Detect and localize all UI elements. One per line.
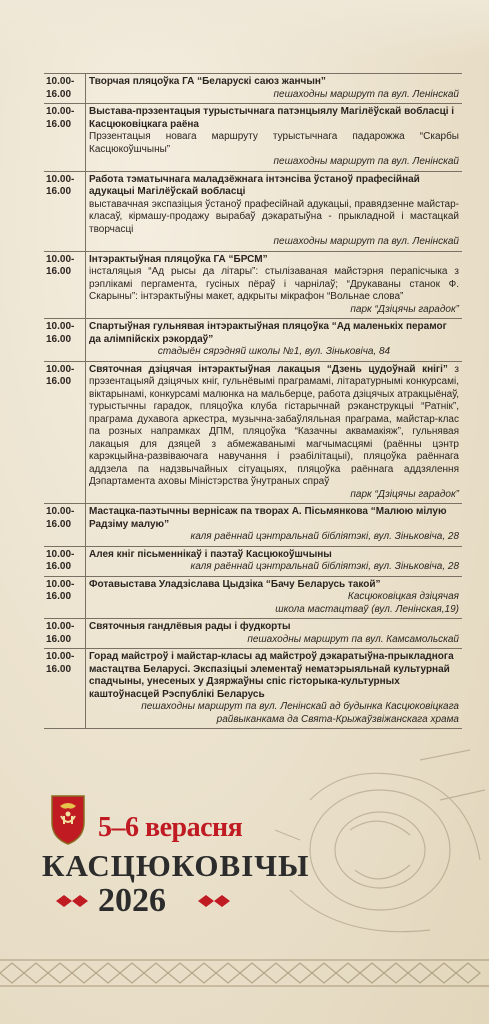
festival-year: 2026 (98, 882, 166, 919)
event-time: 10.00- 16.00 (44, 576, 86, 619)
schedule-row (44, 74, 462, 104)
event-title: Спартыўная гульнявая інтэрактыўная пляцоўка “Ад маленькіх перамог да алімпійскіх рэкордаў” (89, 321, 447, 345)
event-title: Інтэрактыўная пляцоўка ГА “БРСМ” (89, 253, 268, 265)
event-location: пешаходны маршрут па вул. Ленінскай (273, 88, 459, 100)
folk-ornament-band (0, 958, 489, 988)
event-title: Святочная дзіцячая інтэрактыўная лакацыя “Дзень цудоўнай кнігі” (89, 363, 448, 375)
schedule-row (44, 171, 462, 251)
event-title: Выстава-прэзентацыя турыстычнага патэнцыялу Магілёўскай вобласці і Касцюковіцкага раёна (89, 106, 455, 130)
event-time: 10.00- 16.00 (44, 104, 86, 172)
event-time: 10.00- 16.00 (44, 361, 86, 504)
event-location: парк “Дзіцячы гарадок” (350, 488, 459, 500)
event-description: Прэзентацыя новага маршруту турыстычнага падарожжа “Скарбы Касцюкоўшчыны” (89, 131, 459, 155)
page-header-fade (0, 0, 489, 60)
event-title: Фотавыстава Уладзіслава Цыдзіка “Бачу Беларусь такой” (89, 578, 381, 590)
event-title: Мастацка-паэтычны вернісаж па творах А. Пісьмянкова “Малюю мілую Радзіму малую” (89, 506, 447, 530)
event-time: 10.00- 16.00 (44, 319, 86, 362)
schedule-row (44, 546, 462, 576)
event-details (86, 251, 463, 319)
city-coat-of-arms-icon (46, 792, 90, 846)
event-title: Творчая пляцоўка ГА “Беларускі саюз жанчын” (89, 76, 326, 87)
event-time: 10.00- 16.00 (44, 649, 86, 729)
event-details (86, 619, 463, 649)
event-description (89, 364, 459, 489)
event-description: выставачная экспазіцыя ўстаноў прафесійнай адукацыі, правядзенне майстар-класаў, кірмашу-продажу вырабаў дэкаратыўна - прыкладной і мастацкай творчасці (89, 198, 459, 235)
sketch-illustration (270, 740, 489, 950)
event-location: пешаходны маршрут па вул. Ленінскай ад будынка Касцюковіцкага райвыканкама да Свята-Крыжаўзвіжанскага храма (141, 701, 459, 725)
festival-date: 5–6 верасня (98, 812, 243, 843)
schedule-row (44, 576, 462, 619)
event-details (86, 361, 463, 504)
event-location: парк “Дзіцячы гарадок” (350, 303, 459, 315)
event-details (86, 104, 463, 172)
event-description: інсталяцыя “Ад рысы да літары”: стылізаваная майстэрня перапісчыка з рэплікамі пергамента, гусіных пёраў і чарнілаў; “Друкаваны станок Ф. Скарыны”: інтэрактыўны макет, адкрыты мікрафон “Вольнае слова” (89, 266, 459, 302)
event-details (86, 319, 463, 362)
event-location: Касцюковіцкая дзіцячая школа мастацтваў (вул. Ленінская,19) (275, 591, 459, 615)
event-title: Горад майстроў і майстар-класы ад майстроў дэкаратыўна-прыкладнога мастацтва Беларусі. Экспазіцыі элементаў нематэрыяльнай культурнай спадчыны, унесеных у Дзяржаўны спіс гісторыка-культурных каштоўнасцей Рэспублікі Беларусь (89, 651, 454, 700)
event-title: Работа тэматычнага маладзёжнага інтэнсіва ўстаноў прафесійнай адукацыі Магілёўскай вобласці (89, 173, 420, 197)
event-schedule-table (44, 73, 462, 729)
schedule-row (44, 251, 462, 319)
schedule-row (44, 104, 462, 172)
event-details (86, 171, 463, 251)
schedule-row (44, 649, 462, 729)
event-title: Алея кніг пісьменнікаў і паэтаў Касцюкоўшчыны (89, 548, 332, 560)
schedule-row (44, 504, 462, 547)
event-title-rest: з прэзентацыяй дзіцячых кніг, гульнёвымі праграмамі, літаратурнымі конкурсамі, віктарынамі, конкурсамі малюнка на мальберце, работа дзіцячых атракцыёнаў, турыстычны гарадок, пляцоўка клуба гістарычнай рэканструкцыі “Ратнік”, праграма духавога аркестра, музычна-забаўляльная праграма, майстар-клас па розных напрамках ДПМ, пляцоўка “Казачны аквамакіяж”, гульнявая лакацыя для дзяцей з абмежаванымі магчымасцямі (раённы цэнтр карэкцыйна-развіваючага навучання і рэабілітацыі), пляцоўка раённага аддзела па надзвычайных сітуацыях, пляцоўка раённага аддзялення Дэпартамента аховы Міністэрства ўнутраных спраў (89, 363, 459, 487)
ornament-right-icon (196, 893, 232, 909)
event-time: 10.00- 16.00 (44, 251, 86, 319)
event-location: каля раённай цэнтральнай бібліятэкі, вул. Зінькoвіча, 28 (190, 531, 459, 542)
event-location: стадыён сярэдняй школы №1, вул. Зінькoвіча, 84 (157, 346, 391, 357)
event-time: 10.00- 16.00 (44, 74, 86, 104)
event-title: Святочныя гандлёвыя рады і фудкорты (89, 621, 291, 632)
event-time: 10.00- 16.00 (44, 546, 86, 576)
schedule-row (44, 619, 462, 649)
event-details (86, 74, 463, 104)
schedule-row (44, 361, 462, 504)
event-time: 10.00- 16.00 (44, 171, 86, 251)
event-details (86, 546, 463, 576)
event-details (86, 649, 463, 729)
event-location: пешаходны маршрут па вул. Ленінскай (273, 236, 459, 247)
city-name: КАСЦЮКОВІЧЫ (42, 848, 310, 883)
ornament-left-icon (54, 893, 90, 909)
schedule-row (44, 319, 462, 362)
event-location: пешаходны маршрут па вул. Ленінскай (273, 156, 459, 167)
event-details (86, 504, 463, 547)
event-location: пешаходны маршрут па вул. Камсамольскай (247, 633, 459, 645)
event-location: каля раённай цэнтральнай бібліятэкі, вул. Зінькoвіча, 28 (190, 561, 459, 572)
event-details (86, 576, 463, 619)
event-time: 10.00- 16.00 (44, 619, 86, 649)
event-time: 10.00- 16.00 (44, 504, 86, 547)
